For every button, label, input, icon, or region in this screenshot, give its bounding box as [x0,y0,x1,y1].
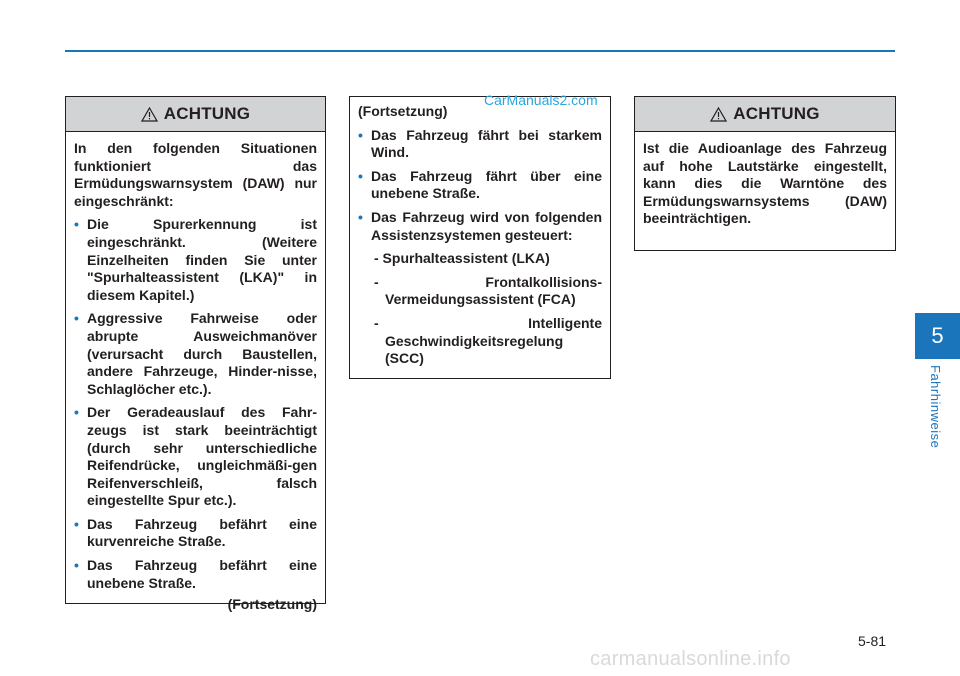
list-item: • Das Fahrzeug befährt eine unebene Straße. [74,557,317,591]
sub-item: - Intelligente Geschwindigkeitsregelung (SCC) [374,314,602,367]
list-item: • Das Fahrzeug wird von folgenden Assistenzsystemen gesteuert: [358,208,602,243]
site-watermark: CarManuals2.com [484,92,598,108]
warning-box-middle [349,96,611,379]
list-item: • Die Spurerkennung ist eingeschränkt. (Weitere Einzelheiten finden Sie unter "Spurhalteassistent (LKA)" in diesem Kapitel.) [74,216,317,303]
continuation-heading: (Fortsetzung) [358,103,448,119]
sub-item: - Frontalkollisions-Vermeidungsassistent (FCA) [374,273,602,308]
list-item: • Aggressive Fahrweise oder abrupte Ausweichmanöver (verursacht durch Baustellen, andere Fahrzeuge, Hinder-nisse, Schlaglöcher etc.). [74,310,317,397]
warning-text-right: Ist die Audioanlage des Fahrzeug auf hohe Lautstärke eingestellt, kann dies die Warntöne des Ermüdungswarnsystems (DAW) beeinträchtigen. [643,140,887,227]
warning-title-left: ACHTUNG [163,104,251,123]
warning-triangle-icon [710,107,727,122]
warning-intro-left: In den folgenden Situationen funktioniert das Ermüdungswarnsystem (DAW) nur eingeschränkt: [74,140,317,209]
warning-header-left [66,97,325,132]
top-rule [65,50,895,52]
warning-box-left [65,96,326,613]
warning-triangle-icon [141,107,158,122]
list-item: • Das Fahrzeug fährt über eine unebene Straße. [358,167,602,202]
sub-item: - Spurhalteassistent (LKA) [374,250,550,267]
list-item: • Das Fahrzeug fährt bei starkem Wind. [358,126,602,161]
bullet-list-left [74,216,317,592]
warning-box-right [634,96,896,251]
continued-label: (Fortsetzung) [227,596,317,613]
bullet-list-middle [358,127,602,245]
chapter-label: Fahrhinweise [928,365,943,449]
chapter-tab: 5 [915,313,960,359]
list-item: • Der Geradeauslauf des Fahr-zeugs ist stark beeinträchtigt (durch sehr unterschiedliche Reifendrücke, ungleichmäßi-gen Reifenverschleiß, falsch eingestellte Spur etc.). [74,404,317,509]
warning-title-right: ACHTUNG [733,104,820,123]
warning-header-right [635,97,895,132]
list-item: • Das Fahrzeug befährt eine kurvenreiche Straße. [74,515,317,550]
footer-watermark: carmanualsonline.info [590,648,791,670]
page-number: 5-81 [858,633,887,649]
